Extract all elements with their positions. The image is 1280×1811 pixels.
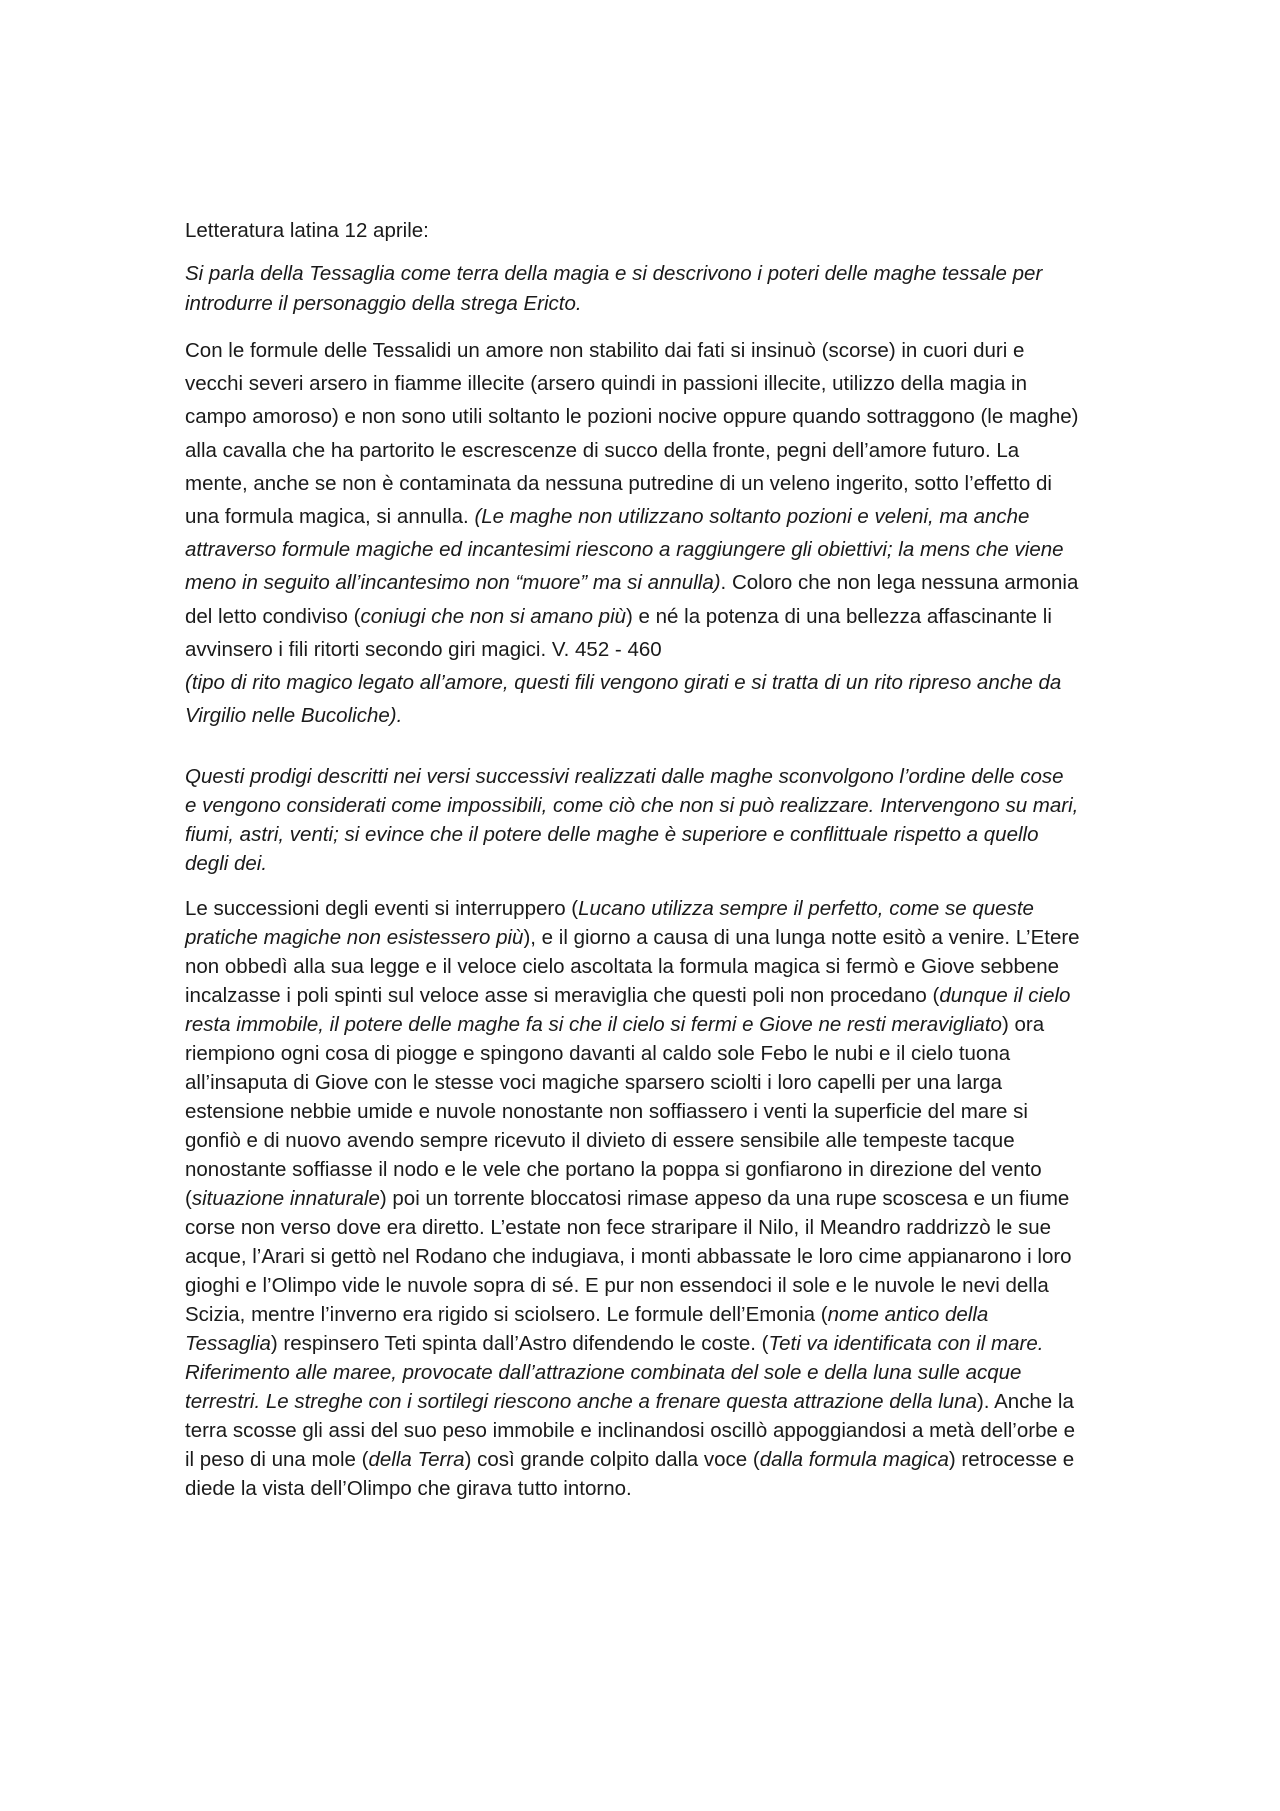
italic-run: nome antico della Tessaglia [185, 1303, 989, 1356]
italic-run: dunque il cielo resta immobile, il potere delle maghe fa si che il cielo si fermi e Giove ne resti meravigliato [185, 984, 1071, 1037]
text-run: ) e né la potenza di una bellezza affascinante li avvinsero i fili ritorti secondo giri magici. V. 452 - 460 [185, 604, 1052, 661]
note-text: (tipo di rito magico legato all’amore, questi fili vengono girati e si tratta di un rito ripreso anche da Virgilio nelle Bucoliche). [185, 671, 1062, 728]
italic-run: dalla formula magica [759, 1448, 949, 1472]
italic-run: Lucano utilizza sempre il perfetto, come se queste pratiche magiche non esistessero più [185, 897, 1034, 950]
paragraph-translation-1-note [185, 666, 1080, 732]
text-run: ), e il giorno a causa di una lunga notte esitò a venire. L’Etere non obbedì alla sua legge e il veloce cielo ascoltata la formula magica si fermò e Giove sebbene incalzasse i poli spinti sul veloce asse si meraviglia che questi poli non procedano ( [185, 926, 1080, 1008]
italic-run: coniugi che non si amano più [360, 604, 627, 628]
paragraph-commentary [185, 762, 1080, 878]
paragraph-translation-1 [185, 334, 1080, 666]
intro-text: Si parla della Tessaglia come terra della magia e si descrivono i poteri delle maghe tessale per introdurre il personaggio della strega Ericto. [185, 262, 1043, 315]
text-run: ) respinsero Teti spinta dall’Astro difendendo le coste. ( [270, 1332, 769, 1356]
text-run: ) poi un torrente bloccatosi rimase appeso da una rupe scoscesa e un fiume corse non verso dove era diretto. L’estate non fece straripare il Nilo, il Meandro raddrizzò le sue acque, l’Arari si gettò nel Rodano che indugiava, i monti abbassate le loro cime appianarono i loro gioghi e l’Olimpo vide le nuvole sopra di sé. E pur non essendoci il sole e le nuvole le nevi della Scizia, mentre l’inverno era rigido si sciolsero. Le formule dell’Emonia ( [185, 1187, 1072, 1327]
italic-run: della Terra [368, 1448, 465, 1472]
document-title: Letteratura latina 12 aprile: [185, 219, 429, 242]
italic-run: Teti va identificata con il mare. Riferimento alle maree, provocate dall’attrazione combinata del sole e della luna sulle acque terrestri. Le streghe con i sortilegi riescono anche a frenare questa attrazione della luna [185, 1332, 1044, 1414]
text-run: ) così grande colpito dalla voce ( [464, 1448, 760, 1472]
paragraph-translation-2 [185, 894, 1080, 1503]
text-run: Con le formule delle Tessalidi un amore non stabilito dai fati si insinuò (scorse) in cuori duri e vecchi severi arsero in fiamme illecite (arsero quindi in passioni illecite, utilizzo della magia in campo amoroso) e non sono utili soltanto le pozioni nocive oppure quando sottraggono (le maghe) alla cavalla che ha partorito le escrescenze di succo della fronte, pegni dell’amore futuro. La mente, anche se non è contaminata da nessuna putredine di un veleno ingerito, sotto l’effetto di una formula magica, si annulla. [185, 339, 1079, 529]
intro-paragraph [185, 259, 1080, 318]
text-run: . Coloro che non lega nessuna armonia del letto condiviso ( [185, 571, 1079, 628]
text-run: ) retrocesse e diede la vista dell’Olimpo che girava tutto intorno. [185, 1448, 1075, 1501]
commentary-text: Questi prodigi descritti nei versi successivi realizzati dalle maghe sconvolgono l’ordine delle cose e vengono considerati come impossibili, come ciò che non si può realizzare. Intervengono su mari, fiumi, astri, venti; si evince che il potere delle maghe è superiore e conflittuale rispetto a quello degli dei. [185, 765, 1079, 876]
text-run: ). Anche la terra scosse gli assi del suo peso immobile e inclinandosi oscillò appoggiandosi a metà dell’orbe e il peso di una mole ( [185, 1390, 1075, 1472]
italic-run: (Le maghe non utilizzano soltanto pozioni e veleni, ma anche attraverso formule magiche ed incantesimi riescono a raggiungere gli obiettivi; la mens che viene meno in seguito all’incantesimo non “muore” ma si annulla) [185, 505, 1064, 595]
text-run: ) ora riempiono ogni cosa di piogge e spingono davanti al caldo sole Febo le nubi e il cielo tuona all’insaputa di Giove con le stesse voci magiche sparsero sciolti i loro capelli per una larga estensione nebbie umide e nuvole nonostante non soffiassero i venti la superficie del mare si gonfiò e di nuovo avendo sempre ricevuto il divieto di essere sensibile alle tempeste tacque nonostante soffiasse il nodo e le vele che portano la poppa si gonfiarono in direzione del vento ( [185, 1013, 1045, 1211]
italic-run: situazione innaturale [191, 1187, 380, 1211]
text-run: Le successioni degli eventi si interruppero ( [185, 897, 579, 921]
